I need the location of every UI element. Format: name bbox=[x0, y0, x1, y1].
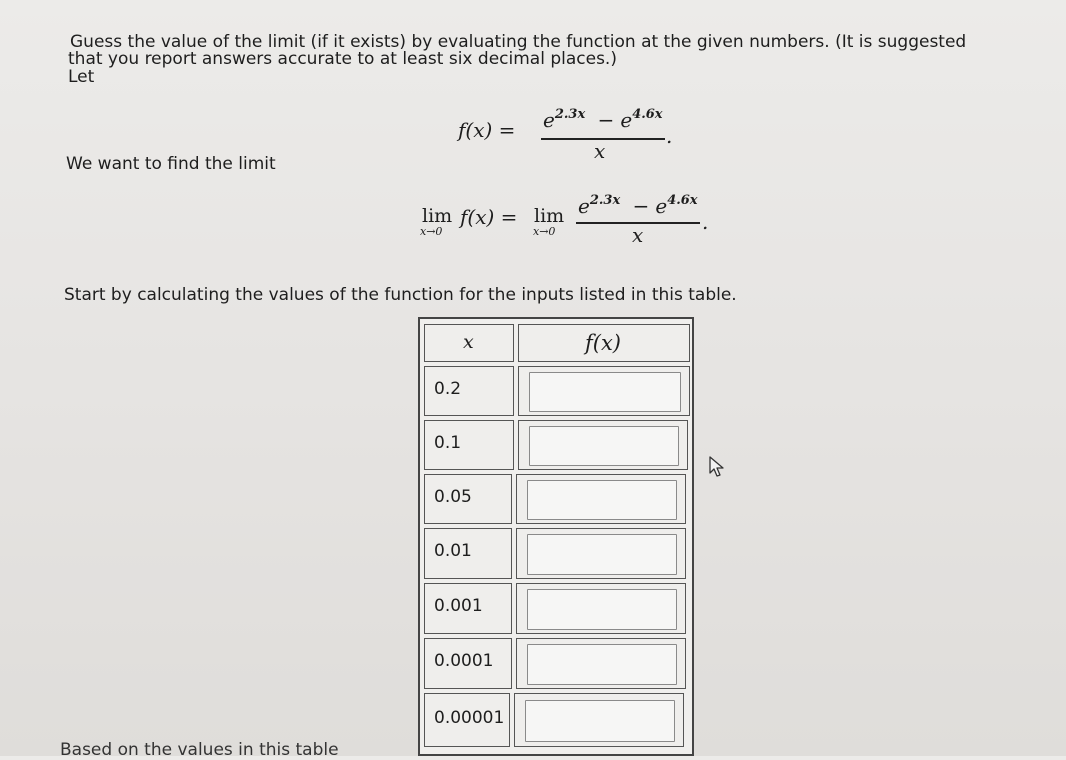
table-row-x-4 bbox=[424, 528, 512, 579]
row-x-value: 0.00001 bbox=[434, 708, 505, 728]
header-x bbox=[424, 324, 514, 362]
instructions-line-2: that you report answers accurate to at least six decimal places.) bbox=[68, 49, 617, 69]
numerator-minus: − bbox=[597, 108, 615, 132]
limit-subscript-2: x→0 bbox=[533, 225, 556, 238]
limit-numerator-exponent-1: 2.3x bbox=[589, 193, 621, 208]
fx-answer-input-5[interactable] bbox=[527, 589, 677, 630]
header-fx-label: f(x) bbox=[585, 331, 622, 355]
instructions-line-1: Guess the value of the limit (if it exists) by evaluating the function at the given numbers. (It is suggested bbox=[70, 32, 967, 52]
values-table bbox=[418, 317, 694, 756]
row-x-value: 0.2 bbox=[434, 379, 462, 399]
row-x-value: 0.05 bbox=[434, 487, 472, 507]
table-row-x-5 bbox=[424, 583, 512, 634]
limit-numerator bbox=[578, 194, 698, 218]
header-x-label: x bbox=[463, 331, 474, 353]
limit-subscript-1: x→0 bbox=[420, 225, 443, 238]
limit-denominator: x bbox=[632, 223, 644, 247]
let-label: Let bbox=[68, 67, 95, 87]
limit-intro: We want to find the limit bbox=[66, 154, 276, 174]
table-row-x-3 bbox=[424, 474, 512, 524]
fx-answer-input-1[interactable] bbox=[529, 372, 681, 412]
table-intro: Start by calculating the values of the function for the inputs listed in this table. bbox=[64, 285, 737, 305]
numerator-exponent-1: 2.3x bbox=[554, 107, 586, 122]
function-denominator: x bbox=[594, 139, 606, 163]
fx-answer-input-3[interactable] bbox=[527, 480, 677, 520]
numerator-term-2: e bbox=[620, 108, 633, 132]
table-row-fx-4 bbox=[516, 528, 686, 579]
row-x-value: 0.001 bbox=[434, 596, 483, 616]
table-row-x-2 bbox=[424, 420, 514, 470]
limit-lim-1: lim bbox=[422, 205, 453, 227]
function-numerator bbox=[543, 108, 663, 132]
function-period: . bbox=[666, 124, 673, 148]
table-row-x-7 bbox=[424, 693, 510, 747]
fx-answer-input-2[interactable] bbox=[529, 426, 679, 466]
table-row-x-6 bbox=[424, 638, 512, 689]
mouse-pointer-icon bbox=[708, 455, 728, 483]
limit-period: . bbox=[702, 210, 709, 234]
function-lhs: f(x) = bbox=[458, 118, 516, 142]
numerator-exponent-2: 4.6x bbox=[632, 107, 663, 122]
row-x-value: 0.0001 bbox=[434, 651, 494, 671]
table-row-fx-5 bbox=[516, 583, 686, 634]
table-row-fx-7 bbox=[514, 693, 684, 747]
limit-middle: f(x) = bbox=[460, 205, 518, 229]
limit-lim-2: lim bbox=[534, 205, 565, 227]
row-x-value: 0.01 bbox=[434, 541, 472, 561]
limit-numerator-term-1: e bbox=[578, 194, 590, 218]
fx-answer-input-4[interactable] bbox=[527, 534, 677, 575]
fx-answer-input-7[interactable] bbox=[525, 700, 675, 742]
limit-numerator-term-2: e bbox=[655, 194, 668, 218]
header-fx bbox=[518, 324, 690, 362]
table-row-x-1 bbox=[424, 366, 514, 416]
numerator-term-1: e bbox=[543, 108, 555, 132]
table-row-fx-2 bbox=[518, 420, 688, 470]
footer-partial-text: Based on the values in this table bbox=[60, 740, 339, 760]
table-row-fx-3 bbox=[516, 474, 686, 524]
row-x-value: 0.1 bbox=[434, 433, 462, 453]
table-row-fx-6 bbox=[516, 638, 686, 689]
limit-numerator-exponent-2: 4.6x bbox=[667, 193, 698, 208]
table-row-fx-1 bbox=[518, 366, 690, 416]
limit-numerator-minus: − bbox=[632, 194, 650, 218]
fx-answer-input-6[interactable] bbox=[527, 644, 677, 685]
